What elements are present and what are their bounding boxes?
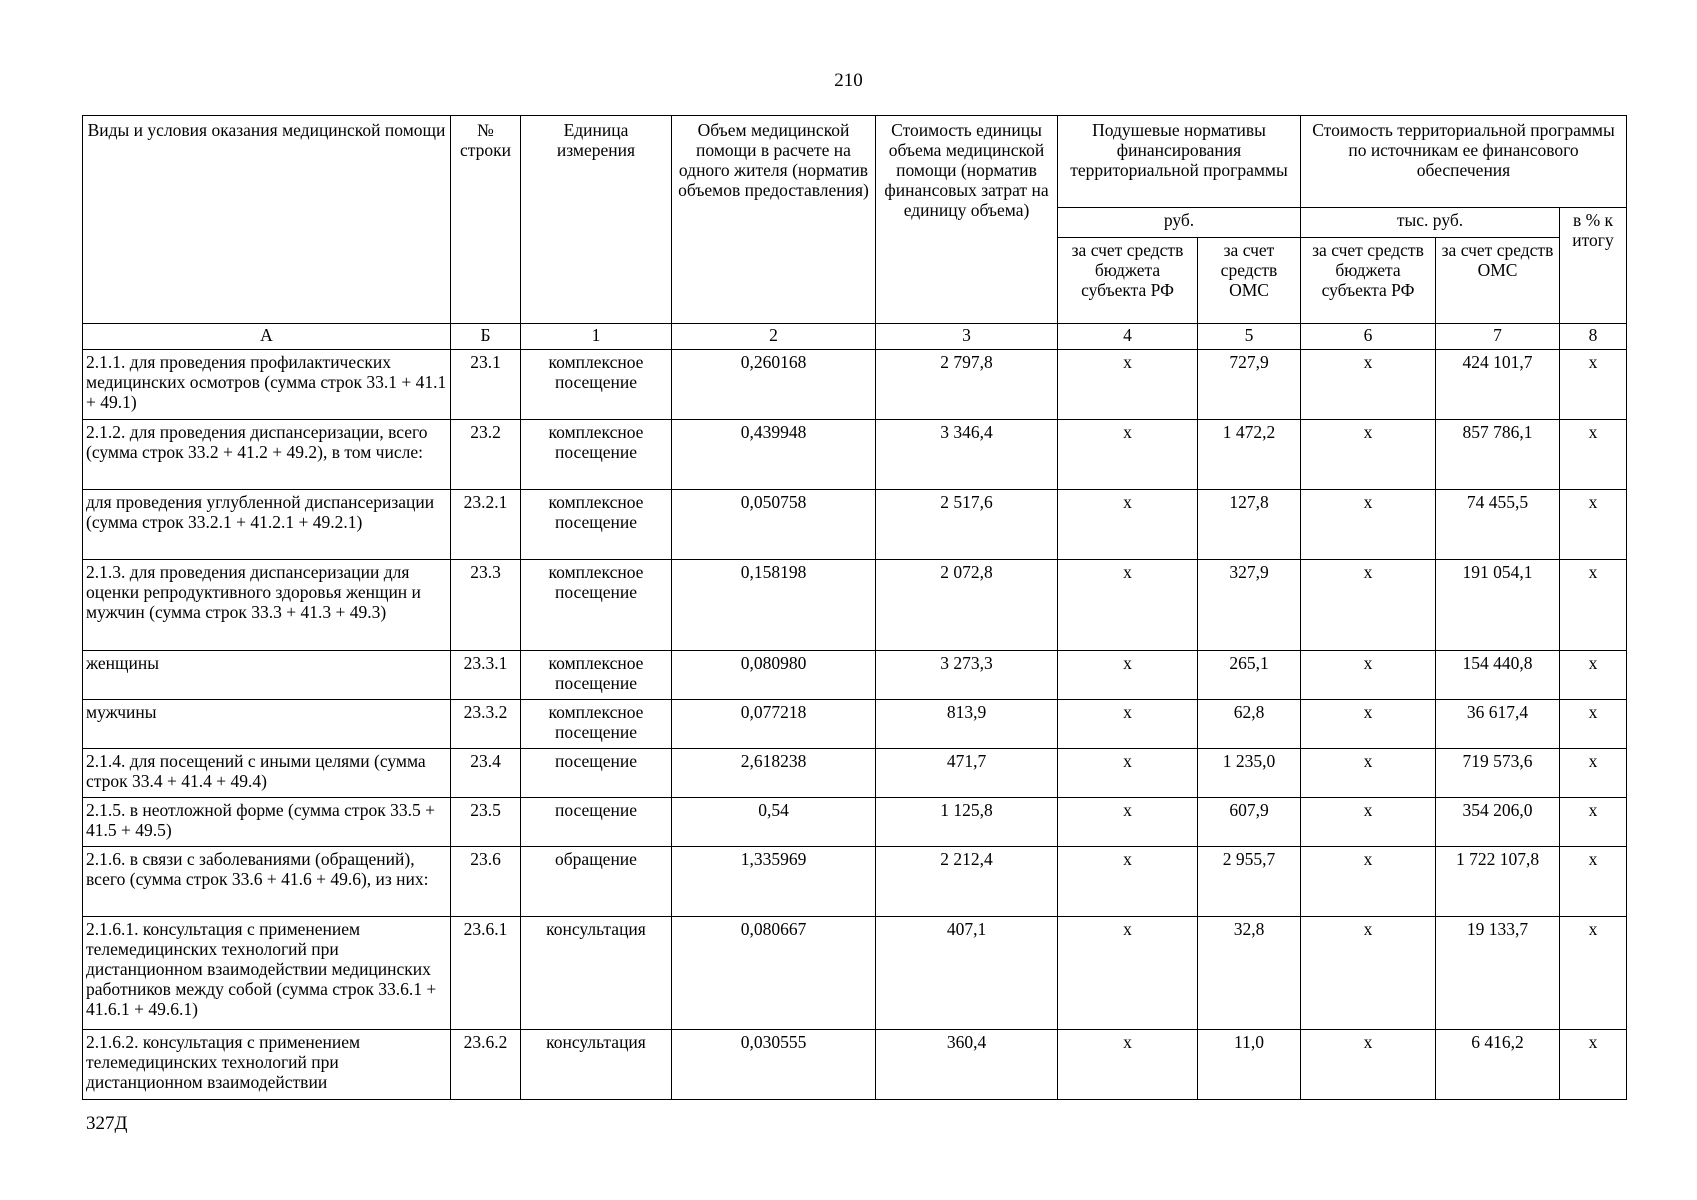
- col-number: 4: [1058, 324, 1198, 350]
- cell-tc-oms: 719 573,6: [1436, 749, 1560, 798]
- cell-pct: х: [1560, 700, 1627, 749]
- cell-pct: х: [1560, 798, 1627, 847]
- cell-pct: х: [1560, 490, 1627, 560]
- table-row: [83, 350, 1627, 420]
- col-number: 6: [1301, 324, 1436, 350]
- cell-name: 2.1.6. в связи с заболеваниями (обращений), всего (сумма строк 33.6 + 41.6 + 49.6), из них:: [83, 847, 451, 917]
- table-row: [83, 490, 1627, 560]
- cell-row-no: 23.5: [451, 798, 521, 847]
- col-number: Б: [451, 324, 521, 350]
- cell-pct: х: [1560, 847, 1627, 917]
- header-kinds: Виды и условия оказания медицинской помощи: [83, 116, 451, 324]
- cell-volume: 0,080980: [672, 651, 876, 700]
- cell-pc-oms: 32,8: [1198, 917, 1301, 1030]
- cell-volume: 0,030555: [672, 1030, 876, 1100]
- document-code: 327Д: [86, 1113, 128, 1134]
- cell-pc-oms: 327,9: [1198, 560, 1301, 651]
- col-number: 3: [876, 324, 1058, 350]
- cell-unit: комплексное посещение: [521, 490, 672, 560]
- cell-pc-budget: х: [1058, 798, 1198, 847]
- table-row: [83, 1030, 1627, 1100]
- cell-pct: х: [1560, 420, 1627, 490]
- page-number: 210: [834, 70, 863, 91]
- table-row: [83, 917, 1627, 1030]
- cell-cost: 407,1: [876, 917, 1058, 1030]
- cell-name: женщины: [83, 651, 451, 700]
- cell-volume: 0,260168: [672, 350, 876, 420]
- cell-name: для проведения углубленной диспансеризации (сумма строк 33.2.1 + 41.2.1 + 49.2.1): [83, 490, 451, 560]
- table-row: [83, 651, 1627, 700]
- table-header: [83, 116, 1627, 350]
- cell-unit: комплексное посещение: [521, 350, 672, 420]
- cell-cost: 2 212,4: [876, 847, 1058, 917]
- cell-cost: 360,4: [876, 1030, 1058, 1100]
- cell-unit: консультация: [521, 1030, 672, 1100]
- cell-pc-budget: х: [1058, 420, 1198, 490]
- cell-row-no: 23.4: [451, 749, 521, 798]
- table-row: [83, 749, 1627, 798]
- cell-volume: 0,158198: [672, 560, 876, 651]
- cell-cost: 1 125,8: [876, 798, 1058, 847]
- cell-pc-budget: х: [1058, 847, 1198, 917]
- header-rub: руб.: [1058, 208, 1301, 238]
- cell-tc-oms: 154 440,8: [1436, 651, 1560, 700]
- cell-cost: 3 346,4: [876, 420, 1058, 490]
- cell-pc-oms: 1 235,0: [1198, 749, 1301, 798]
- header-tc-oms: за счет средств ОМС: [1436, 238, 1560, 324]
- cell-volume: 0,050758: [672, 490, 876, 560]
- cell-unit: посещение: [521, 749, 672, 798]
- cell-tc-oms: 1 722 107,8: [1436, 847, 1560, 917]
- cell-tc-budget: х: [1301, 420, 1436, 490]
- cell-row-no: 23.6.2: [451, 1030, 521, 1100]
- cell-pc-oms: 11,0: [1198, 1030, 1301, 1100]
- table-body: [83, 350, 1627, 1100]
- cell-tc-oms: 6 416,2: [1436, 1030, 1560, 1100]
- col-number: 7: [1436, 324, 1560, 350]
- cell-pct: х: [1560, 651, 1627, 700]
- cell-volume: 0,080667: [672, 917, 876, 1030]
- cell-pc-budget: х: [1058, 700, 1198, 749]
- cell-pct: х: [1560, 1030, 1627, 1100]
- financing-table: [82, 115, 1627, 1100]
- cell-pc-oms: 127,8: [1198, 490, 1301, 560]
- cell-name: 2.1.4. для посещений с иными целями (сумма строк 33.4 + 41.4 + 49.4): [83, 749, 451, 798]
- cell-row-no: 23.6: [451, 847, 521, 917]
- col-number: 8: [1560, 324, 1627, 350]
- cell-unit: комплексное посещение: [521, 420, 672, 490]
- cell-pc-budget: х: [1058, 651, 1198, 700]
- cell-tc-budget: х: [1301, 700, 1436, 749]
- cell-cost: 813,9: [876, 700, 1058, 749]
- header-percent-total: в % к итогу: [1560, 208, 1627, 324]
- cell-pc-oms: 265,1: [1198, 651, 1301, 700]
- header-pc-budget: за счет средств бюджета субъекта РФ: [1058, 238, 1198, 324]
- cell-tc-budget: х: [1301, 560, 1436, 651]
- cell-tc-budget: х: [1301, 350, 1436, 420]
- cell-row-no: 23.1: [451, 350, 521, 420]
- cell-name: 2.1.6.1. консультация с применением телемедицинских технологий при дистанционном взаимодействии медицинских работников между собой (сумма строк 33.6.1 + 41.6.1 + 49.6.1): [83, 917, 451, 1030]
- col-number: 1: [521, 324, 672, 350]
- cell-tc-oms: 74 455,5: [1436, 490, 1560, 560]
- cell-unit: комплексное посещение: [521, 700, 672, 749]
- cell-pc-budget: х: [1058, 490, 1198, 560]
- col-number: 5: [1198, 324, 1301, 350]
- header-thous-rub: тыс. руб.: [1301, 208, 1560, 238]
- cell-unit: консультация: [521, 917, 672, 1030]
- cell-row-no: 23.2.1: [451, 490, 521, 560]
- header-unit: Единица измерения: [521, 116, 672, 324]
- cell-name: 2.1.3. для проведения диспансеризации для оценки репродуктивного здоровья женщин и мужчин (сумма строк 33.3 + 41.3 + 49.3): [83, 560, 451, 651]
- table-row: [83, 798, 1627, 847]
- column-numbers-row: [83, 324, 1627, 350]
- cell-pct: х: [1560, 749, 1627, 798]
- table-row: [83, 420, 1627, 490]
- table-row: [83, 560, 1627, 651]
- cell-row-no: 23.2: [451, 420, 521, 490]
- cell-pc-budget: х: [1058, 560, 1198, 651]
- cell-cost: 2 517,6: [876, 490, 1058, 560]
- header-tc-budget: за счет средств бюджета субъекта РФ: [1301, 238, 1436, 324]
- cell-name: 2.1.1. для проведения профилактических медицинских осмотров (сумма строк 33.1 + 41.1 + 49.1): [83, 350, 451, 420]
- cell-name: мужчины: [83, 700, 451, 749]
- cell-pct: х: [1560, 560, 1627, 651]
- cell-pc-budget: х: [1058, 1030, 1198, 1100]
- cell-pc-oms: 2 955,7: [1198, 847, 1301, 917]
- cell-cost: 2 072,8: [876, 560, 1058, 651]
- header-volume: Объем медицинской помощи в расчете на одного жителя (норматив объемов предоставления): [672, 116, 876, 324]
- cell-volume: 1,335969: [672, 847, 876, 917]
- cell-tc-budget: х: [1301, 798, 1436, 847]
- cell-row-no: 23.3: [451, 560, 521, 651]
- cell-pc-budget: х: [1058, 917, 1198, 1030]
- cell-tc-budget: х: [1301, 1030, 1436, 1100]
- cell-row-no: 23.3.2: [451, 700, 521, 749]
- cell-pct: х: [1560, 917, 1627, 1030]
- cell-cost: 471,7: [876, 749, 1058, 798]
- cell-tc-oms: 19 133,7: [1436, 917, 1560, 1030]
- cell-cost: 3 273,3: [876, 651, 1058, 700]
- header-per-capita: Подушевые нормативы финансирования территориальной программы: [1058, 116, 1301, 208]
- header-row-no: № строки: [451, 116, 521, 324]
- cell-tc-budget: х: [1301, 917, 1436, 1030]
- cell-tc-budget: х: [1301, 847, 1436, 917]
- cell-volume: 2,618238: [672, 749, 876, 798]
- cell-row-no: 23.3.1: [451, 651, 521, 700]
- col-number: 2: [672, 324, 876, 350]
- cell-unit: обращение: [521, 847, 672, 917]
- cell-pc-budget: х: [1058, 749, 1198, 798]
- header-program-cost: Стоимость территориальной программы по источникам ее финансового обеспечения: [1301, 116, 1627, 208]
- cell-pc-oms: 62,8: [1198, 700, 1301, 749]
- cell-unit: посещение: [521, 798, 672, 847]
- cell-tc-budget: х: [1301, 651, 1436, 700]
- cell-tc-oms: 191 054,1: [1436, 560, 1560, 651]
- cell-tc-budget: х: [1301, 490, 1436, 560]
- cell-name: 2.1.6.2. консультация с применением телемедицинских технологий при дистанционном взаимодействии: [83, 1030, 451, 1100]
- cell-pct: х: [1560, 350, 1627, 420]
- cell-row-no: 23.6.1: [451, 917, 521, 1030]
- cell-cost: 2 797,8: [876, 350, 1058, 420]
- cell-pc-oms: 727,9: [1198, 350, 1301, 420]
- cell-pc-oms: 1 472,2: [1198, 420, 1301, 490]
- cell-unit: комплексное посещение: [521, 560, 672, 651]
- cell-tc-budget: х: [1301, 749, 1436, 798]
- cell-pc-budget: х: [1058, 350, 1198, 420]
- cell-volume: 0,54: [672, 798, 876, 847]
- cell-pc-oms: 607,9: [1198, 798, 1301, 847]
- cell-name: 2.1.2. для проведения диспансеризации, всего (сумма строк 33.2 + 41.2 + 49.2), в том числе:: [83, 420, 451, 490]
- cell-volume: 0,439948: [672, 420, 876, 490]
- cell-tc-oms: 354 206,0: [1436, 798, 1560, 847]
- cell-name: 2.1.5. в неотложной форме (сумма строк 33.5 + 41.5 + 49.5): [83, 798, 451, 847]
- header-cost: Стоимость единицы объема медицинской помощи (норматив финансовых затрат на единицу объема): [876, 116, 1058, 324]
- header-pc-oms: за счет средств ОМС: [1198, 238, 1301, 324]
- cell-tc-oms: 857 786,1: [1436, 420, 1560, 490]
- cell-tc-oms: 36 617,4: [1436, 700, 1560, 749]
- cell-unit: комплексное посещение: [521, 651, 672, 700]
- table-row: [83, 847, 1627, 917]
- cell-tc-oms: 424 101,7: [1436, 350, 1560, 420]
- col-number: А: [83, 324, 451, 350]
- cell-volume: 0,077218: [672, 700, 876, 749]
- table-row: [83, 700, 1627, 749]
